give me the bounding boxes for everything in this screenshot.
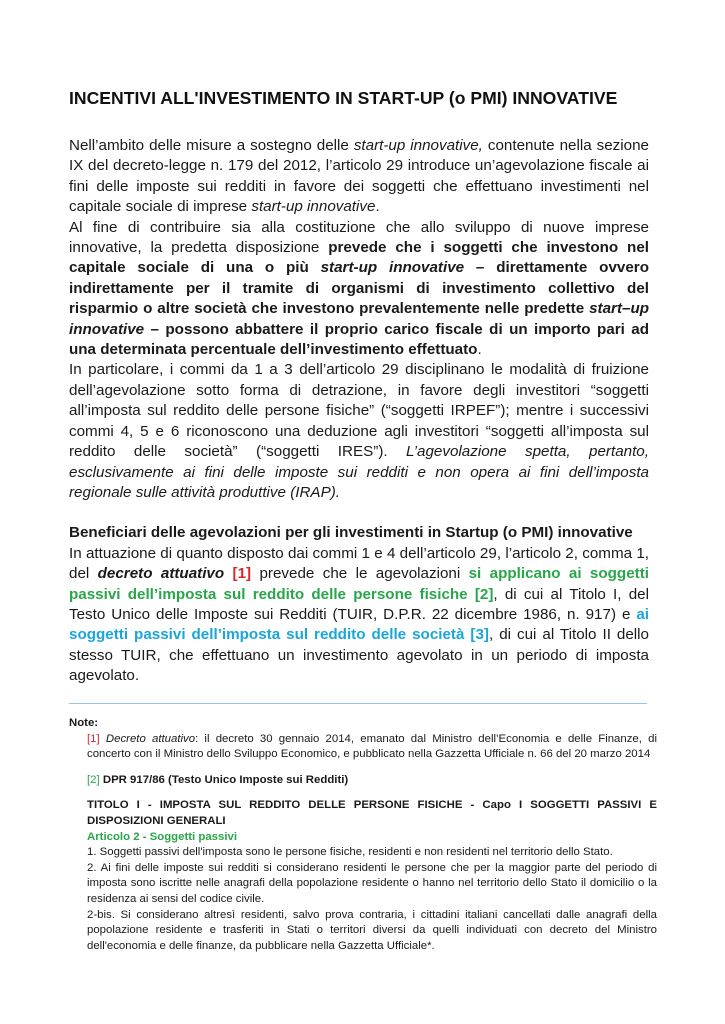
bold-italic-run: decreto attuativo (97, 565, 225, 583)
note-1-text: : il decreto 30 gennaio 2014, emanato dal Ministro dell’Economia e delle Finanze, di concerto con il Ministro dello Sviluppo Economico, e pubblicato nella Gazzetta Ufficiale n. 66 del 20 marzo 2014 (87, 732, 657, 761)
bold-italic-run: start–up innovative (69, 300, 649, 338)
bold-run: – direttamente ovvero indirettamente per il tramite di organismi di investimento collettivo del risparmio o altre società che investono prevalentemente nelle predette (69, 259, 649, 318)
note-articolo: Articolo 2 - Soggetti passivi (87, 830, 238, 843)
italic-run: L’agevolazione spetta, pertanto, esclusivamente ai fini delle imposte sui redditi e non opera ai fini dell’imposta regionale sulle attività produttive (IRAP). (69, 443, 649, 501)
footnotes (69, 716, 657, 954)
spacer (87, 788, 657, 798)
separator-line (69, 703, 647, 704)
italic-run: start-up innovative, (353, 137, 483, 154)
text-run: Nell’ambito delle misure a sostegno delle (69, 137, 354, 154)
note-titolo: TITOLO I - IMPOSTA SUL REDDITO DELLE PERSONE FISICHE - Capo I SOGGETTI PASSIVI E DISPOSIZIONI GENERALI (87, 799, 657, 827)
paragraph-intro (69, 136, 649, 218)
note-1-italic: Decreto attuativo (105, 732, 196, 745)
text-run: contenute nella sezione IX del decreto-legge n. 179 del 2012, l’articolo 29 introduce un’agevolazione fiscale ai fini delle imposte sui redditi in favore dei soggetti che effettuano investimenti nel capitale sociale di imprese (69, 137, 649, 216)
note-comma-1: 1. Soggetti passivi dell'imposta sono le persone fisiche, residenti e non residenti nel territorio dello Stato. (87, 846, 613, 859)
notes-body (69, 732, 657, 955)
text-run: . (375, 198, 380, 216)
text-run: , di cui al Titolo I, del Testo Unico delle Imposte sui Redditi (TUIR, D.P.R. 22 dicembre 1986, n. 917) e (69, 585, 649, 623)
text-run: In particolare, i commi da 1 a 3 dell’articolo 29 disciplinano le modalità di fruizione dell’agevolazione sotto forma di detrazione, in favore degli investitori “soggetti all’imposta sul reddito delle persone fisiche” (“soggetti IRPEF”); mentre i successivi commi 4, 5 e 6 riconoscono una deduzione agli investitori “soggetti all’imposta sul reddito delle società” (“soggetti IRES”). (69, 361, 649, 461)
note-ref-2: [2] (87, 773, 100, 786)
notes-label: Note: (69, 717, 99, 729)
note-2 (87, 773, 657, 789)
spacer (69, 503, 649, 523)
paragraph-purpose (69, 218, 649, 361)
text-run: , di cui al Titolo II dello stesso TUIR, che effettuano un investimento agevolato in un periodo di imposta agevolato. (69, 626, 649, 685)
note-comma-2bis: 2-bis. Si considerano altresì residenti, salvo prova contraria, i cittadini italiani cancellati dalle anagrafi della popolazione residente e trasferiti in Stati o territori diversi da quelli individuati con decreto del Ministro dell'economia e delle finanze, da pubblicare nella Gazzetta Ufficiale*. (87, 908, 657, 952)
page-title: INCENTIVI ALL'INVESTIMENTO IN START-UP (o PMI) INNOVATIVE (69, 88, 618, 108)
bold-run: – possono abbattere il proprio carico fiscale di un importo pari ad una determinata percentuale dell’investimento effettuato (69, 320, 649, 359)
spacer (87, 763, 657, 773)
highlight-green: si applicano ai soggetti passivi dell’imposta sul reddito delle persone fisiche [2] (69, 565, 649, 603)
note-2-text: DPR 917/86 (Testo Unico Imposte sui Redditi) (99, 773, 349, 786)
text-run: Al fine di contribuire sia alla costituzione che allo sviluppo di nuove imprese innovative, la predetta disposizione (69, 218, 649, 257)
paragraph-beneficiari (69, 544, 649, 687)
italic-run: start-up innovative (251, 198, 376, 216)
paragraph-details (69, 360, 649, 503)
note-ref-1: [1] (87, 732, 100, 745)
text-run: prevede che le agevolazioni (251, 565, 469, 583)
text-run: . (477, 341, 482, 359)
main-body (69, 136, 649, 687)
note-1 (87, 732, 657, 763)
footnote-ref-1[interactable]: [1] (232, 565, 252, 583)
highlight-blue: ai soggetti passivi dell’imposta sul reddito delle società [3] (69, 605, 649, 644)
bold-run: prevede che i soggetti che investono nel capitale sociale di una o più (69, 239, 650, 277)
text-run: In attuazione di quanto disposto dai commi 1 e 4 dell’articolo 29, l’articolo 2, comma 1, del (69, 544, 649, 583)
text-run (224, 565, 232, 582)
bold-italic-run: start-up innovative (320, 259, 465, 277)
note-comma-2: 2. Ai fini delle imposte sui redditi si considerano residenti le persone che per la maggior parte del periodo di imposta sono iscritte nelle anagrafi della popolazione residente o hanno nel territorio dello Stato il domicilio o la residenza ai sensi del codice civile. (87, 861, 657, 905)
section-heading: Beneficiari delle agevolazioni per gli investimenti in Startup (o PMI) innovative (69, 524, 633, 542)
